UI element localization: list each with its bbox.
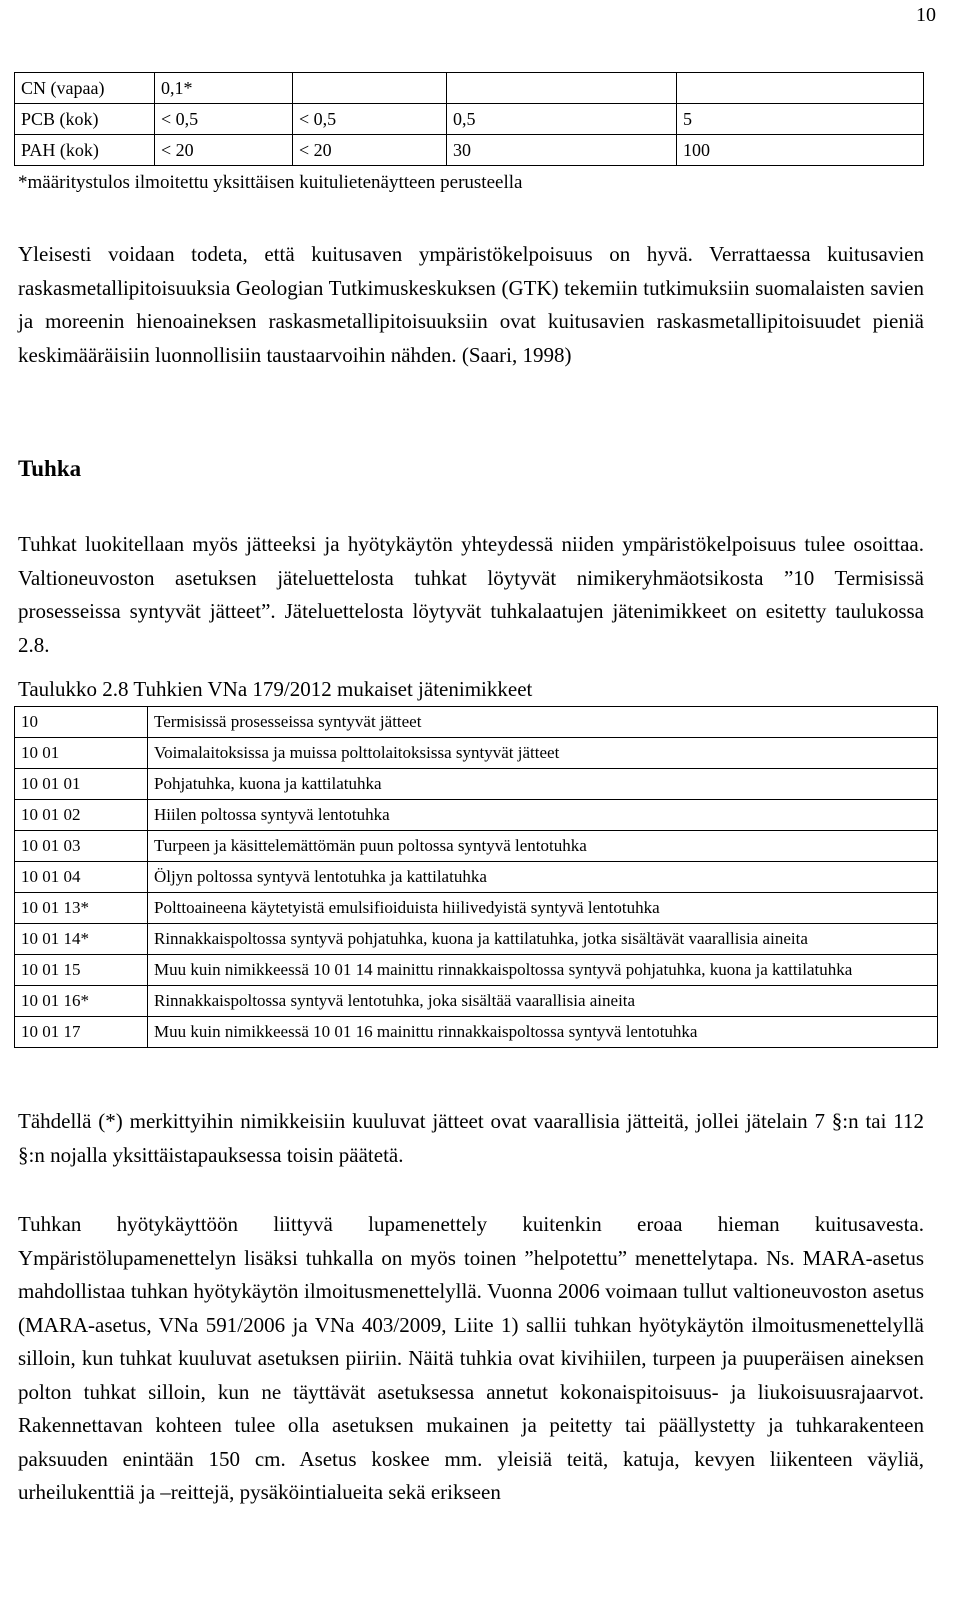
waste-description: Polttoaineena käytetyistä emulsifioiduista hiilivedyistä syntyvä lentotuhka <box>148 893 938 924</box>
table-row <box>15 862 938 893</box>
table-cell: < 20 <box>293 135 447 166</box>
table-row <box>15 104 924 135</box>
table-cell: 5 <box>677 104 924 135</box>
table-footnote: *määritystulos ilmoitettu yksittäisen kuitulietenäytteen perusteella <box>18 172 523 193</box>
waste-code: 10 01 16* <box>15 986 148 1017</box>
table-row <box>15 986 938 1017</box>
waste-code: 10 01 02 <box>15 800 148 831</box>
waste-code: 10 01 <box>15 738 148 769</box>
waste-description: Muu kuin nimikkeessä 10 01 16 mainittu rinnakkaispoltossa syntyvä lentotuhka <box>148 1017 938 1048</box>
waste-description: Öljyn poltossa syntyvä lentotuhka ja kattilatuhka <box>148 862 938 893</box>
paragraph-ash-classification: Tuhkat luokitellaan myös jätteeksi ja hyötykäytön yhteydessä niiden ympäristökelpoisuus tulee osoittaa. Valtioneuvoston asetuksen jäteluettelosta tuhkat löytyvät nimikeryhmäotsikosta ”10 Termisissä prosesseissa syntyvät jätteet”. Jäteluettelosta löytyvät tuhkalaatujen jätenimikkeet on esitetty taulukossa 2.8. <box>18 532 924 657</box>
concentration-table <box>14 72 924 166</box>
table-row <box>15 893 938 924</box>
table-cell: < 20 <box>155 135 293 166</box>
waste-description: Rinnakkaispoltossa syntyvä lentotuhka, joka sisältää vaarallisia aineita <box>148 986 938 1017</box>
table-row <box>15 831 938 862</box>
section-heading-tuhka: Tuhka <box>18 456 82 481</box>
table-row <box>15 800 938 831</box>
table-cell: 0,5 <box>447 104 677 135</box>
paragraph-hazardous-note: Tähdellä (*) merkittyihin nimikkeisiin kuuluvat jätteet ovat vaarallisia jätteitä, jollei jätelain 7 §:n tai 112 §:n nojalla yksittäistapauksessa toisin päätetä. <box>18 1109 924 1167</box>
table-cell: 30 <box>447 135 677 166</box>
waste-code: 10 01 13* <box>15 893 148 924</box>
waste-code: 10 01 04 <box>15 862 148 893</box>
table-cell <box>447 73 677 104</box>
waste-code: 10 01 15 <box>15 955 148 986</box>
waste-description: Hiilen poltossa syntyvä lentotuhka <box>148 800 938 831</box>
table-cell: < 0,5 <box>155 104 293 135</box>
table-cell: PAH (kok) <box>15 135 155 166</box>
waste-code: 10 01 03 <box>15 831 148 862</box>
waste-description: Turpeen ja käsittelemättömän puun poltossa syntyvä lentotuhka <box>148 831 938 862</box>
table-cell: CN (vapaa) <box>15 73 155 104</box>
paragraph-mara-decree: Tuhkan hyötykäyttöön liittyvä lupamenettely kuitenkin eroaa hieman kuitusavesta. Ympäristölupamenettelyn lisäksi tuhkalla on myös toinen ”helpotettu” menettelytapa. Ns. MARA-asetus mahdollistaa tuhkan hyötykäytön ilmoitusmenettelyllä. Vuonna 2006 voimaan tullut valtioneuvoston asetus (MARA-asetus, VNa 591/2006 ja VNa 403/2009, Liite 1) sallii tuhkan hyötykäytön ilmoitusmenettelyllä silloin, kun tuhkat kuuluvat asetuksen piiriin. Näitä tuhkia ovat kivihiilen, turpeen ja puuperäisen aineksen polton tuhkat silloin, kun ne täyttävät asetuksessa annetut kokonaispitoisuus- ja liukoisuusrajaarvot. Rakennettavan kohteen tulee olla asetuksen mukainen ja peitetty tai päällystetty ja tuhkarakenteen paksuuden enintään 150 cm. Asetus koskee mm. yleisiä teitä, katuja, kevyen liikenteen väyliä, urheilukenttiä ja –reittejä, pysäköintialueita sekä erikseen <box>18 1212 924 1504</box>
table-caption: Taulukko 2.8 Tuhkien VNa 179/2012 mukaiset jätenimikkeet <box>18 677 533 701</box>
table-cell: 100 <box>677 135 924 166</box>
table-row <box>15 738 938 769</box>
waste-description: Voimalaitoksissa ja muissa polttolaitoksissa syntyvät jätteet <box>148 738 938 769</box>
table-row <box>15 769 938 800</box>
waste-description: Rinnakkaispoltossa syntyvä pohjatuhka, kuona ja kattilatuhka, jotka sisältävät vaarallisia aineita <box>148 924 938 955</box>
table-cell: 0,1* <box>155 73 293 104</box>
waste-description: Termisissä prosesseissa syntyvät jätteet <box>148 707 938 738</box>
table-row <box>15 707 938 738</box>
table-row <box>15 1017 938 1048</box>
table-cell <box>293 73 447 104</box>
page-number: 10 <box>916 4 936 26</box>
waste-description: Pohjatuhka, kuona ja kattilatuhka <box>148 769 938 800</box>
table-cell: < 0,5 <box>293 104 447 135</box>
table-cell: PCB (kok) <box>15 104 155 135</box>
table-row <box>15 924 938 955</box>
table-cell <box>677 73 924 104</box>
table-row <box>15 955 938 986</box>
waste-description: Muu kuin nimikkeessä 10 01 14 mainittu rinnakkaispoltossa syntyvä pohjatuhka, kuona ja kattilatuhka <box>148 955 938 986</box>
waste-code: 10 01 01 <box>15 769 148 800</box>
paragraph-clay-suitability: Yleisesti voidaan todeta, että kuitusaven ympäristökelpoisuus on hyvä. Verrattaessa kuitusavien raskasmetallipitoisuuksia Geologian Tutkimuskeskuksen (GTK) tekemiin tutkimuksiin suomalaisten savien ja moreenin hienoaineksen raskasmetallipitoisuuksiin ovat kuitusavien raskasmetallipitoisuudet pieniä keskimääräisiin luonnollisiin taustaarvoihin nähden. (Saari, 1998) <box>18 242 924 367</box>
waste-code-table <box>14 706 938 1048</box>
waste-code: 10 01 17 <box>15 1017 148 1048</box>
table-row <box>15 73 924 104</box>
waste-code: 10 01 14* <box>15 924 148 955</box>
table-row <box>15 135 924 166</box>
waste-code: 10 <box>15 707 148 738</box>
